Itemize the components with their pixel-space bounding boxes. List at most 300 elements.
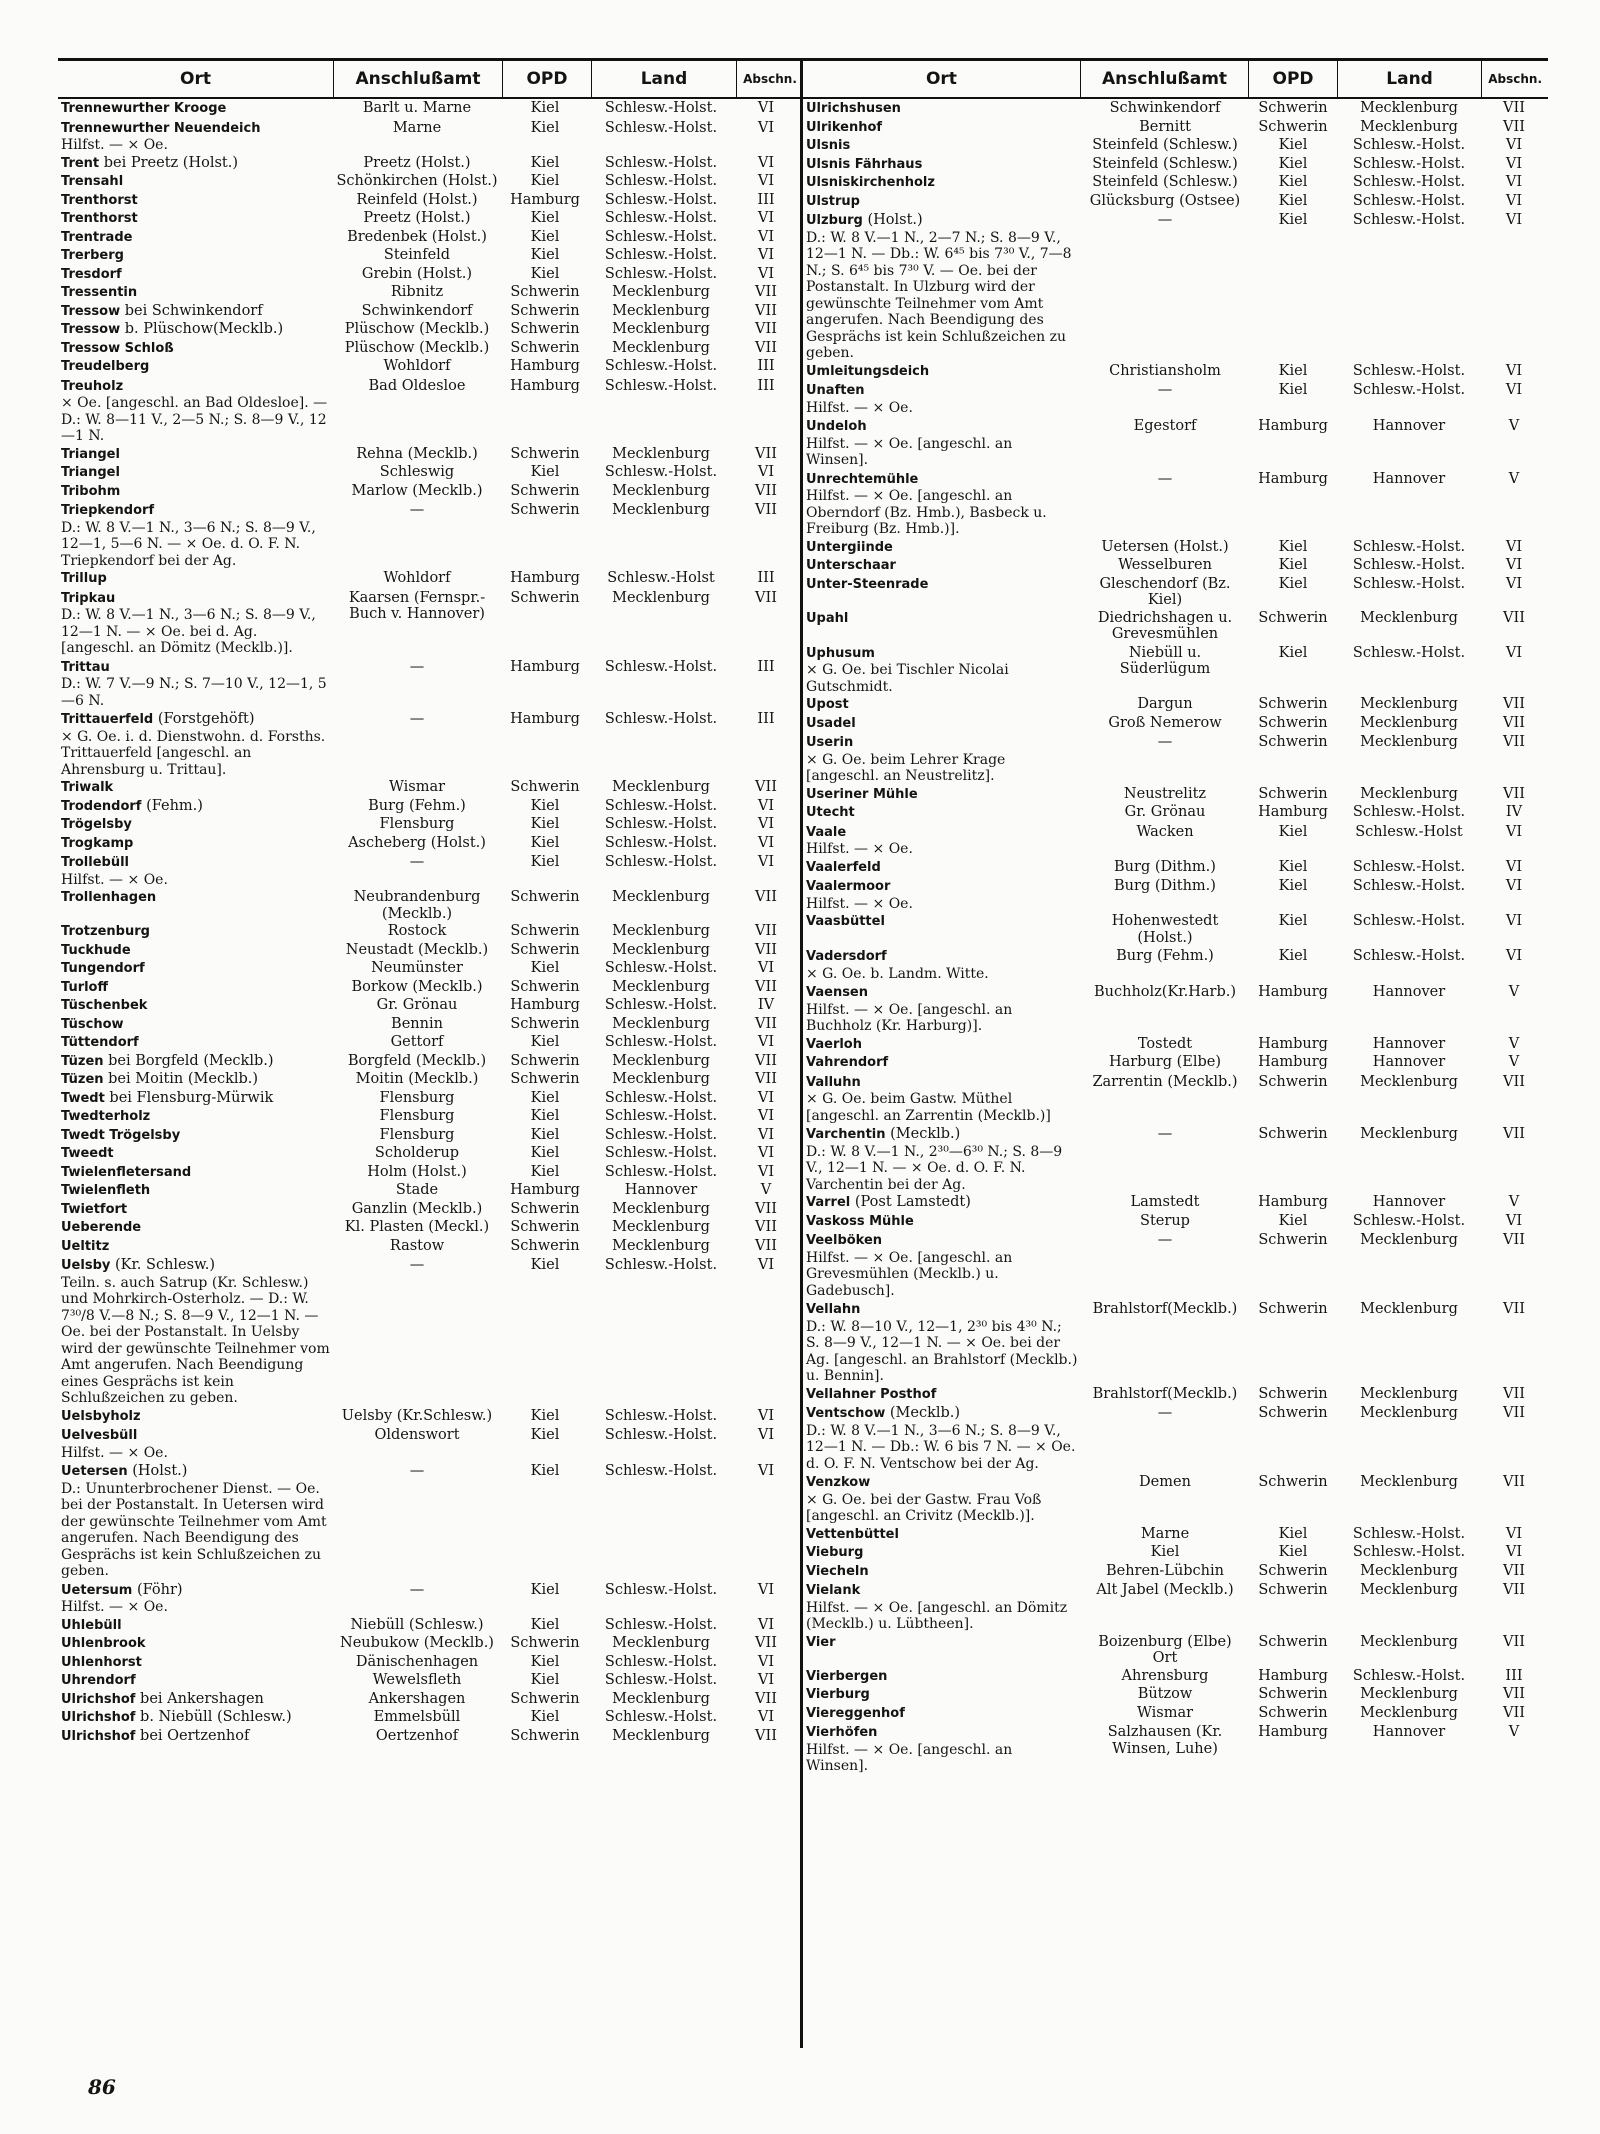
abschnitt-cell: VII	[1503, 100, 1525, 116]
opd-cell: Kiel	[530, 247, 560, 263]
opd-cell: Kiel	[530, 100, 560, 116]
opd-cell: Kiel	[530, 228, 560, 245]
anschlussamt-cell: Flensburg	[379, 816, 455, 832]
table-row	[58, 923, 803, 941]
table-header	[803, 58, 1548, 99]
land-cell: Schlesw.-Holst.	[1352, 804, 1466, 820]
land-cell: Schlesw.-Holst.	[604, 1126, 718, 1143]
land-cell: Schlesw.-Holst.	[604, 1163, 718, 1180]
opd-cell: Schwerin	[510, 1219, 580, 1235]
place-name: Trollebüll	[61, 855, 129, 870]
abschnitt-cell: VII	[755, 1727, 777, 1744]
land-cell: Schlesw.-Holst.	[604, 1581, 718, 1598]
abschnitt-cell: VII	[1503, 1385, 1525, 1402]
anschlussamt-cell: Uetersen (Holst.)	[1101, 538, 1229, 555]
anschlussamt-cell: Bad Oldesloe	[368, 377, 466, 394]
table-row	[58, 798, 803, 816]
place-name: Tripkau	[61, 590, 116, 606]
table-row	[803, 576, 1548, 609]
anschlussamt-cell: Gr. Grönau	[376, 997, 458, 1013]
abschnitt-cell: VII	[1503, 734, 1525, 750]
anschlussamt-cell: Gleschendorf (Bz. Kiel)	[1099, 575, 1231, 608]
land-cell: Schlesw.-Holst.	[1352, 155, 1466, 172]
place-name: Triepkendorf	[61, 503, 155, 518]
abschnitt-cell: VI	[757, 1108, 775, 1124]
table-row	[803, 1668, 1548, 1686]
place-qualifier: bei Moitin (Mecklb.)	[103, 1071, 259, 1087]
abschnitt-cell: V	[760, 1182, 772, 1198]
opd-cell: Schwerin	[510, 1635, 580, 1651]
land-cell: Schlesw.-Holst.	[1352, 557, 1466, 573]
opd-cell: Kiel	[530, 1672, 560, 1688]
place-name: Vieburg	[806, 1545, 864, 1560]
place-name: Ulsniskirchenholz	[806, 175, 935, 190]
entry-list	[58, 100, 803, 1745]
table-row	[58, 659, 803, 710]
place-cell	[58, 1108, 333, 1126]
land-cell: Hannover	[1372, 1054, 1446, 1070]
land-cell: Mecklenburg	[612, 1015, 710, 1032]
opd-cell: Schwerin	[1258, 1562, 1328, 1579]
place-name: Twedt	[61, 1090, 105, 1106]
abschnitt-cell: III	[757, 570, 775, 586]
opd-cell: Hamburg	[510, 358, 580, 374]
abschnitt-cell: VII	[755, 1219, 777, 1235]
table-row	[803, 1301, 1548, 1385]
table-row	[803, 948, 1548, 982]
abschnitt-cell: III	[757, 358, 775, 374]
place-qualifier: bei Oertzenhof	[135, 1727, 250, 1744]
anschlussamt-cell: —	[1157, 470, 1173, 487]
place-name: Varchentin	[806, 1127, 886, 1142]
opd-cell: Kiel	[530, 1616, 560, 1633]
table-row	[58, 779, 803, 797]
place-cell	[803, 696, 1081, 714]
anschlussamt-cell: Marne	[392, 119, 442, 136]
place-cell	[803, 1301, 1081, 1385]
anschlussamt-cell: Flensburg	[379, 1126, 455, 1143]
table-row	[803, 137, 1548, 155]
table-row	[803, 1074, 1548, 1125]
opd-cell: Schwerin	[510, 1071, 580, 1087]
place-name: Twielenfleth	[61, 1183, 151, 1198]
opd-cell: Schwerin	[1258, 1633, 1328, 1650]
place-cell	[58, 835, 333, 853]
place-name: Trerberg	[61, 248, 124, 263]
anschlussamt-cell: Gr. Grönau	[1124, 804, 1206, 820]
abschnitt-cell: VI	[1505, 858, 1523, 875]
place-name: Ulrichshusen	[806, 101, 901, 116]
place-name: Viereggenhof	[806, 1705, 905, 1721]
anschlussamt-cell: Burg (Dithm.)	[1114, 858, 1216, 875]
place-note: Hilfst. — × Oe. [angeschl. an Grevesmühlen (Mecklb.) u. Gadebusch].	[806, 1249, 1013, 1299]
abschnitt-cell: VII	[755, 978, 777, 995]
place-name: Unaften	[806, 383, 865, 398]
anschlussamt-cell: —	[409, 1581, 425, 1598]
table-row	[803, 878, 1548, 912]
place-name: Trodendorf	[61, 798, 142, 814]
opd-cell: Schwerin	[1258, 1704, 1328, 1721]
place-cell	[803, 1213, 1081, 1231]
anschlussamt-cell: Gettorf	[390, 1034, 444, 1050]
place-cell	[58, 960, 333, 978]
place-qualifier: (Post Lamstedt)	[850, 1194, 971, 1210]
table-row	[803, 1054, 1548, 1072]
table-row	[58, 1071, 803, 1089]
opd-cell: Kiel	[530, 960, 560, 976]
place-cell	[58, 1463, 333, 1580]
place-cell	[58, 1016, 333, 1034]
place-note: Hilfst. — × Oe.	[806, 895, 913, 912]
opd-cell: Kiel	[530, 210, 560, 226]
place-name: Trenthorst	[61, 192, 138, 208]
table-row	[58, 321, 803, 339]
place-name: Ventschow	[806, 1406, 886, 1421]
place-name: Triangel	[61, 446, 120, 462]
land-cell: Schlesw.-Holst.	[604, 247, 718, 263]
abschnitt-cell: VI	[757, 100, 775, 116]
anschlussamt-cell: Rastow	[389, 1237, 445, 1254]
anschlussamt-cell: Holm (Holst.)	[367, 1163, 467, 1180]
place-cell	[803, 1724, 1081, 1775]
right-column	[803, 58, 1548, 1775]
opd-cell: Schwerin	[510, 589, 580, 606]
place-name: Uelsbyholz	[61, 1408, 141, 1424]
anschlussamt-cell: Niebüll (Schlesw.)	[350, 1616, 484, 1633]
place-qualifier: (Forstgehöft)	[153, 711, 255, 727]
land-cell: Schlesw.-Holst.	[604, 834, 718, 851]
anschlussamt-cell: Bützow	[1137, 1686, 1193, 1702]
anschlussamt-cell: Steinfeld	[383, 247, 451, 263]
land-cell: Mecklenburg	[612, 1071, 710, 1087]
place-name: Undeloh	[806, 419, 867, 434]
opd-cell: Schwerin	[510, 482, 580, 499]
table-row	[803, 100, 1548, 118]
table-row	[58, 835, 803, 853]
place-name: Uetersen	[61, 1464, 128, 1479]
opd-cell: Schwerin	[1258, 734, 1328, 750]
land-cell: Mecklenburg	[612, 978, 710, 995]
opd-cell: Schwerin	[510, 445, 580, 462]
land-cell: Mecklenburg	[1360, 1474, 1458, 1490]
abschnitt-cell: VI	[1505, 878, 1523, 894]
place-name: Uphusum	[806, 645, 875, 661]
table-row	[58, 120, 803, 154]
anschlussamt-cell: Preetz (Holst.)	[363, 154, 471, 171]
land-cell: Schlesw.-Holst.	[604, 191, 718, 208]
opd-cell: Hamburg	[1258, 418, 1328, 434]
opd-cell: Kiel	[530, 1034, 560, 1050]
place-name: Treudelberg	[61, 359, 150, 374]
land-cell: Schlesw.-Holst	[1355, 823, 1463, 840]
place-cell	[58, 340, 333, 358]
place-cell	[803, 824, 1081, 858]
abschnitt-cell: VII	[1503, 1126, 1525, 1142]
place-cell	[803, 786, 1081, 804]
opd-cell: Hamburg	[510, 191, 580, 208]
place-name: Vaensen	[806, 985, 869, 1000]
opd-cell: Hamburg	[1258, 1054, 1328, 1070]
anschlussamt-cell: —	[409, 854, 425, 870]
opd-cell: Schwerin	[1258, 118, 1328, 135]
place-note: Hilfst. — × Oe.	[806, 399, 913, 416]
place-cell	[803, 382, 1081, 416]
abschnitt-cell: VII	[755, 1200, 777, 1217]
abschnitt-cell: VI	[1505, 948, 1523, 964]
opd-cell: Kiel	[1278, 878, 1308, 894]
anschlussamt-cell: —	[409, 658, 425, 675]
anschlussamt-cell: Oldenswort	[374, 1427, 460, 1443]
table-row	[58, 1127, 803, 1145]
land-cell: Schlesw.-Holst.	[604, 265, 718, 282]
place-cell	[58, 1635, 333, 1653]
place-note: Hilfst. — × Oe.	[61, 1599, 168, 1615]
land-cell: Mecklenburg	[1360, 1126, 1458, 1142]
place-cell	[803, 1563, 1081, 1581]
land-cell: Schlesw.-Holst.	[1352, 1525, 1466, 1542]
anschlussamt-cell: Zarrentin (Mecklb.)	[1092, 1073, 1238, 1090]
header-land: Land	[592, 61, 737, 97]
opd-cell: Hamburg	[1258, 1667, 1328, 1684]
land-cell: Schlesw.-Holst.	[604, 658, 718, 675]
table-row	[58, 1219, 803, 1237]
place-name: Ulrichshof	[61, 1728, 136, 1744]
place-cell	[58, 854, 333, 888]
table-row	[803, 119, 1548, 137]
place-cell	[58, 659, 333, 710]
header-anschlussamt: Anschlußamt	[1081, 61, 1249, 97]
abschnitt-cell: VII	[1503, 1474, 1525, 1490]
land-cell: Mecklenburg	[612, 302, 710, 319]
place-qualifier: bei Schwinkendorf	[120, 302, 263, 319]
opd-cell: Schwerin	[1258, 1582, 1328, 1598]
anschlussamt-cell: Neustrelitz	[1123, 785, 1207, 802]
place-name: Vaale	[806, 824, 847, 840]
place-name: Vaasbüttel	[806, 914, 885, 929]
place-name: Vadersdorf	[806, 949, 887, 964]
place-cell	[803, 734, 1081, 785]
land-cell: Mecklenburg	[612, 321, 710, 337]
land-cell: Mecklenburg	[612, 1052, 710, 1069]
table-row	[803, 1036, 1548, 1054]
opd-cell: Schwerin	[510, 339, 580, 356]
page-number: 86	[88, 2075, 116, 2099]
header-abschnitt: Abschn.	[743, 72, 797, 86]
land-cell: Schlesw.-Holst.	[604, 854, 718, 870]
opd-cell: Kiel	[530, 1653, 560, 1670]
place-note: D.: W. 8 V.—1 N., 3—6 N.; S. 8—9 V., 12—1, 5—6 N. — × Oe. d. O. F. N. Triepkendorf bei der Ag.	[61, 519, 316, 569]
place-cell	[58, 378, 333, 445]
land-cell: Schlesw.-Holst.	[1352, 362, 1466, 379]
abschnitt-cell: VII	[755, 1635, 777, 1651]
table-row	[803, 913, 1548, 946]
opd-cell: Hamburg	[1258, 1724, 1328, 1740]
place-name: Tressow	[61, 322, 121, 337]
land-cell: Mecklenburg	[612, 284, 710, 300]
anschlussamt-cell: Burg (Fehm.)	[368, 797, 466, 814]
place-name: Trenthorst	[61, 211, 138, 226]
table-row	[803, 786, 1548, 804]
place-note: Hilfst. — × Oe.	[61, 871, 168, 888]
land-cell: Mecklenburg	[612, 1727, 710, 1744]
opd-cell: Kiel	[530, 154, 560, 171]
place-name: Trittau	[61, 659, 110, 675]
place-cell	[58, 192, 333, 210]
opd-cell: Kiel	[530, 1407, 560, 1424]
anschlussamt-cell: Kaarsen (Fernspr.-Buch v. Hannover)	[348, 589, 486, 622]
land-cell: Schlesw.-Holst.	[1352, 575, 1466, 592]
abschnitt-cell: III	[757, 658, 775, 675]
place-name: Uelvesbüll	[61, 1428, 138, 1443]
abschnitt-cell: VI	[757, 265, 775, 282]
land-cell: Mecklenburg	[1360, 1686, 1458, 1702]
opd-cell: Schwerin	[1258, 100, 1328, 116]
opd-cell: Schwerin	[1258, 1301, 1328, 1317]
table-row	[803, 1563, 1548, 1581]
place-note: D.: W. 7 V.—9 N.; S. 7—10 V., 12—1, 5—6 N.	[61, 676, 327, 709]
table-row	[803, 1386, 1548, 1404]
table-row	[803, 1705, 1548, 1723]
place-name: Tüzen	[61, 1053, 104, 1069]
land-cell: Schlesw.-Holst.	[1352, 212, 1466, 228]
opd-cell: Schwerin	[1258, 1385, 1328, 1402]
table-row	[803, 1474, 1548, 1525]
land-cell: Schlesw.-Holst.	[604, 1653, 718, 1670]
land-cell: Mecklenburg	[1360, 609, 1458, 626]
abschnitt-cell: VI	[757, 960, 775, 976]
table-row	[58, 100, 803, 118]
anschlussamt-cell: Neubrandenburg (Mecklb.)	[353, 889, 481, 922]
opd-cell: Schwerin	[510, 889, 580, 905]
abschnitt-cell: VI	[1505, 174, 1523, 190]
table-row	[58, 1617, 803, 1635]
land-cell: Mecklenburg	[1360, 1562, 1458, 1579]
abschnitt-cell: VII	[755, 1071, 777, 1087]
place-name: Ulrichshof	[61, 1710, 136, 1725]
place-cell	[803, 1126, 1081, 1193]
place-cell	[803, 1582, 1081, 1633]
opd-cell: Schwerin	[510, 1727, 580, 1744]
opd-cell: Kiel	[530, 119, 560, 136]
anschlussamt-cell: Neumünster	[371, 960, 463, 976]
place-name: Uetersum	[61, 1582, 133, 1598]
place-name: Uhrendorf	[61, 1673, 136, 1688]
anschlussamt-cell: Rostock	[387, 923, 447, 939]
land-cell: Schlesw.-Holst.	[604, 119, 718, 136]
abschnitt-cell: VII	[755, 321, 777, 337]
table-row	[58, 854, 803, 888]
place-note: × G. Oe. b. Landm. Witte.	[806, 965, 989, 982]
table-row	[58, 711, 803, 778]
opd-cell: Schwerin	[510, 321, 580, 337]
place-cell	[803, 948, 1081, 982]
anschlussamt-cell: Schwinkendorf	[1109, 100, 1221, 116]
abschnitt-cell: VI	[1505, 1544, 1523, 1560]
place-qualifier: (Mecklb.)	[885, 1405, 961, 1421]
abschnitt-cell: IV	[757, 997, 775, 1013]
place-name: Tüttendorf	[61, 1035, 139, 1050]
place-name: Ulsnis Fährhaus	[806, 156, 923, 172]
abschnitt-cell: III	[757, 191, 775, 208]
place-name: Twietfort	[61, 1201, 128, 1217]
table-row	[58, 1164, 803, 1182]
anschlussamt-cell: —	[409, 502, 425, 518]
land-cell: Schlesw.-Holst.	[1352, 538, 1466, 555]
place-cell	[58, 1728, 333, 1746]
entry-list	[803, 100, 1548, 1775]
abschnitt-cell: VI	[757, 854, 775, 870]
table-row	[803, 212, 1548, 362]
place-name: Uhlenbrook	[61, 1636, 146, 1651]
place-cell	[803, 137, 1081, 155]
abschnitt-cell: VII	[755, 445, 777, 462]
opd-cell: Kiel	[530, 834, 560, 851]
place-note: D.: Ununterbrochener Dienst. — Oe. bei der Postanstalt. In Uetersen wird der gewünschte Teilnehmer vom Amt angerufen. Nach Beendigung des Gesprächs ist kein Schlußzeichen zu geben.	[61, 1480, 327, 1579]
place-name: Tungendorf	[61, 961, 145, 976]
opd-cell: Schwerin	[1258, 714, 1328, 731]
land-cell: Mecklenburg	[1360, 1301, 1458, 1317]
abschnitt-cell: VII	[755, 502, 777, 518]
place-note: D.: W. 8 V.—1 N., 3—6 N.; S. 8—9 V., 12—1 N. — × Oe. bei d. Ag. [angeschl. an Dömitz (Mecklb.)].	[61, 607, 316, 656]
anschlussamt-cell: Burg (Fehm.)	[1116, 948, 1214, 964]
place-qualifier: bei Flensburg-Mürwik	[104, 1089, 274, 1106]
place-cell	[58, 889, 333, 922]
opd-cell: Kiel	[530, 464, 560, 480]
land-cell: Mecklenburg	[612, 589, 710, 606]
place-name: Twedterholz	[61, 1109, 151, 1124]
abschnitt-cell: VII	[755, 482, 777, 499]
place-name: Varrel	[806, 1195, 851, 1210]
place-note: Hilfst. — × Oe. [angeschl. an Oberndorf (Bz. Hmb.), Basbeck u. Freiburg (Bz. Hmb.)].	[806, 488, 1047, 537]
table-row	[58, 358, 803, 376]
place-note: D.: W. 8 V.—1 N., 3—6 N.; S. 8—9 V., 12—1 N. — Db.: W. 6 bis 7 N. — × Oe. d. O. F. N. Ventschow bei der Ag.	[806, 1422, 1076, 1472]
land-cell: Schlesw.-Holst.	[1352, 644, 1466, 661]
opd-cell: Schwerin	[1258, 1232, 1328, 1248]
opd-cell: Kiel	[1278, 1544, 1308, 1560]
anschlussamt-cell: Brahlstorf(Mecklb.)	[1092, 1301, 1238, 1317]
abschnitt-cell: VI	[757, 247, 775, 263]
place-cell	[803, 1526, 1081, 1544]
anschlussamt-cell: Boizenburg (Elbe) Ort	[1098, 1633, 1232, 1666]
anschlussamt-cell: Moitin (Mecklb.)	[355, 1071, 479, 1087]
place-name: Tüzen	[61, 1072, 104, 1087]
abschnitt-cell: VI	[757, 1257, 775, 1273]
table-row	[58, 247, 803, 265]
place-cell	[58, 1145, 333, 1163]
place-name: Trennewurther Neuendeich	[61, 120, 261, 136]
anschlussamt-cell: Hohenwestedt (Holst.)	[1111, 913, 1219, 946]
anschlussamt-cell: Christiansholm	[1109, 362, 1221, 379]
table-row	[58, 979, 803, 997]
place-name: Unterschaar	[806, 558, 896, 573]
header-ort: Ort	[58, 61, 334, 97]
place-note: Teiln. s. auch Satrup (Kr. Schlesw.) und Mohrkirch-Osterholz. — D.: W. 7³⁰/8 V.—8 N.; S. 8—9 V., 12—1 N. — Oe. bei der Postanstalt. In Uelsby wird der gewünschte Teilnehmer vom Amt angerufen. Nach Beendigung eines Gesprächs ist kein Schlußzeichen zu geben.	[61, 1274, 330, 1406]
place-cell	[58, 1691, 333, 1709]
opd-cell: Kiel	[1278, 913, 1308, 929]
land-cell: Mecklenburg	[1360, 1073, 1458, 1090]
place-name: Tressow	[61, 303, 121, 319]
place-name: Trent	[61, 155, 100, 171]
anschlussamt-cell: Oertzenhof	[375, 1727, 459, 1744]
land-cell: Hannover	[1372, 418, 1446, 434]
anschlussamt-cell: Flensburg	[379, 1089, 455, 1106]
abschnitt-cell: VI	[757, 464, 775, 480]
table-row	[58, 1427, 803, 1461]
place-cell	[803, 193, 1081, 211]
anschlussamt-cell: Dargun	[1137, 696, 1193, 712]
land-cell: Mecklenburg	[1360, 1405, 1458, 1421]
land-cell: Schlesw.-Holst.	[1352, 1212, 1466, 1229]
